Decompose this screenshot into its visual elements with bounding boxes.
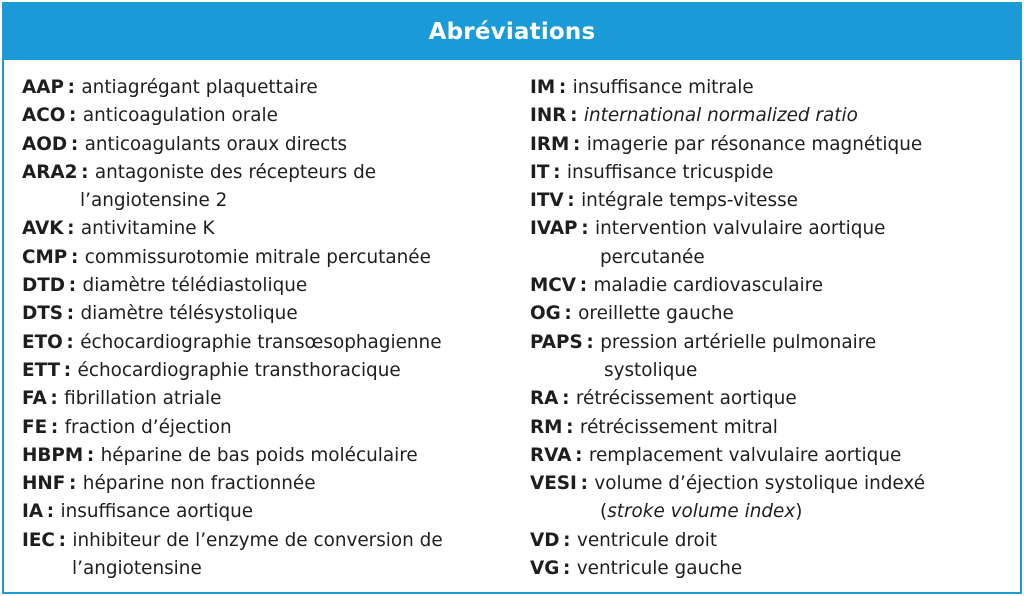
abbreviation-definition: intervention valvulaire aortique	[594, 218, 886, 240]
entry-line	[530, 417, 778, 438]
entry-line	[22, 501, 253, 522]
separator: :	[67, 246, 85, 268]
abbreviation-definition: héparine non fractionnée	[82, 473, 316, 495]
separator: :	[62, 331, 81, 353]
entry-line	[22, 134, 347, 155]
abbreviation-term: CMP	[22, 246, 68, 268]
abbreviation-term: ETO	[22, 331, 63, 353]
separator: :	[563, 190, 582, 212]
entry-line	[22, 445, 418, 466]
abbreviation-term: HNF	[22, 473, 66, 495]
abbreviation-term: ACO	[22, 105, 66, 127]
abbreviation-definition: antivitamine K	[80, 218, 215, 240]
separator: :	[560, 303, 579, 325]
abbreviation-term: RA	[530, 388, 559, 410]
abbreviation-term: DTS	[22, 303, 64, 325]
abbreviation-term: VD	[530, 529, 560, 551]
definition-continuation: systolique	[604, 359, 698, 381]
entry-line	[530, 190, 798, 211]
entry-line	[530, 473, 925, 494]
entry-line	[530, 105, 858, 126]
separator: :	[65, 275, 83, 297]
entry-line	[22, 360, 401, 381]
separator: :	[576, 275, 594, 297]
abbreviation-entry	[22, 385, 512, 413]
abbreviation-definition: ventricule gauche	[576, 558, 743, 580]
separator: :	[566, 105, 584, 127]
abbreviations-box	[2, 2, 1022, 594]
separator: :	[65, 473, 83, 495]
abbreviation-entry	[530, 442, 1020, 470]
abbreviation-entry	[22, 527, 512, 584]
entry-line	[530, 275, 823, 296]
abbreviation-term: OG	[530, 303, 561, 325]
abbreviation-entry	[22, 272, 512, 300]
abbreviation-definition: anticoagulation orale	[82, 105, 278, 127]
abbreviation-definition: rétrécissement mitral	[579, 416, 778, 438]
abbreviation-term: ETT	[22, 359, 61, 381]
abbreviation-entry	[22, 414, 512, 442]
separator: :	[559, 529, 577, 551]
abbreviation-entry	[530, 385, 1020, 413]
entry-line	[22, 77, 318, 98]
abbreviation-entry	[530, 329, 1020, 386]
separator: :	[43, 501, 61, 523]
separator: :	[571, 444, 589, 466]
right-column	[530, 74, 1020, 583]
abbreviation-term: AOD	[22, 133, 68, 155]
abbreviation-term: IA	[22, 501, 44, 523]
continuation-open: (	[600, 501, 608, 523]
abbreviation-definition: fibrillation atriale	[64, 388, 222, 410]
abbreviation-entry	[22, 470, 512, 498]
abbreviation-term: RVA	[530, 444, 572, 466]
box-header	[4, 4, 1020, 60]
separator: :	[576, 473, 595, 495]
entry-line	[530, 162, 773, 183]
continuation-close: )	[795, 501, 803, 523]
separator: :	[549, 161, 567, 183]
entry-line	[530, 388, 797, 409]
separator: :	[569, 133, 587, 155]
abbreviation-term: IRM	[530, 133, 570, 155]
abbreviation-definition: remplacement valvulaire aortique	[588, 444, 902, 466]
definition-continuation: l’angiotensine 2	[80, 190, 228, 212]
entry-line	[530, 558, 742, 579]
abbreviation-definition: héparine de bas poids moléculaire	[100, 444, 418, 466]
abbreviation-term: DTD	[22, 275, 66, 297]
abbreviation-term: IT	[530, 161, 550, 183]
abbreviation-entry	[530, 74, 1020, 102]
abbreviation-definition: anticoagulants oraux directs	[84, 133, 348, 155]
abbreviation-entry	[22, 442, 512, 470]
separator: :	[54, 529, 73, 551]
entry-line	[22, 218, 215, 239]
entry-line	[22, 303, 298, 324]
separator: :	[558, 388, 576, 410]
definition-continuation: percutanée	[600, 246, 705, 268]
abbreviation-definition: diamètre télésystolique	[80, 303, 298, 325]
entry-line	[22, 388, 221, 409]
entry-line	[22, 162, 376, 183]
abbreviation-definition: fraction d’éjection	[64, 416, 232, 438]
entry-line	[22, 275, 307, 296]
abbreviation-entry	[530, 414, 1020, 442]
abbreviation-definition: international normalized ratio	[583, 105, 858, 127]
abbreviation-entry	[530, 527, 1020, 555]
abbreviation-entry	[22, 159, 512, 216]
abbreviation-entry	[22, 102, 512, 130]
abbreviation-entry	[22, 498, 512, 526]
separator: :	[582, 331, 601, 353]
abbreviation-term: ITV	[530, 190, 564, 212]
abbreviation-term: PAPS	[530, 331, 583, 353]
separator: :	[562, 416, 580, 438]
abbreviation-entry	[22, 329, 512, 357]
separator: :	[83, 444, 101, 466]
abbreviation-entry	[530, 102, 1020, 130]
abbreviation-term: IM	[530, 77, 556, 98]
abbreviation-definition: insuffisance aortique	[60, 501, 254, 523]
abbreviation-definition: rétrécissement aortique	[575, 388, 797, 410]
entry-line	[22, 247, 431, 268]
entry-line	[530, 218, 885, 239]
abbreviation-entry	[530, 159, 1020, 187]
abbreviation-definition: inhibiteur de l’enzyme de conversion de	[72, 529, 443, 551]
abbreviation-term: AVK	[22, 218, 64, 240]
abbreviation-entry	[530, 470, 1020, 527]
separator: :	[67, 133, 85, 155]
abbreviation-term: VG	[530, 558, 560, 580]
entry-line	[22, 105, 278, 126]
separator: :	[555, 77, 573, 98]
abbreviation-definition: volume d’éjection systolique indexé	[594, 473, 926, 495]
separator: :	[559, 558, 577, 580]
entry-line	[530, 445, 901, 466]
separator: :	[577, 218, 595, 240]
entry-line	[530, 332, 876, 353]
separator: :	[63, 77, 82, 98]
abbreviation-entry	[22, 300, 512, 328]
separator: :	[77, 161, 95, 183]
abbreviation-definition: insuffisance tricuspide	[566, 161, 774, 183]
entry-line	[530, 134, 922, 155]
abbreviation-entry	[22, 131, 512, 159]
definition-continuation: l’angiotensine	[72, 558, 202, 580]
abbreviation-definition: maladie cardiovasculaire	[593, 275, 824, 297]
abbreviation-term: FA	[22, 388, 47, 410]
entry-line	[530, 530, 717, 551]
entry-line	[22, 473, 316, 494]
abbreviation-entry	[530, 131, 1020, 159]
abbreviation-definition: diamètre télédiastolique	[82, 275, 308, 297]
abbreviation-definition: ventricule droit	[576, 529, 718, 551]
abbreviation-entry	[530, 300, 1020, 328]
abbreviation-definition: insuffisance mitrale	[572, 77, 754, 98]
abbreviation-term: VESI	[530, 473, 577, 495]
abbreviation-definition: échocardiographie transœsophagienne	[80, 331, 442, 353]
abbreviation-definition: pression artérielle pulmonaire	[600, 331, 877, 353]
left-column	[22, 74, 512, 583]
abbreviation-definition: échocardiographie transthoracique	[77, 359, 401, 381]
separator: :	[63, 218, 81, 240]
entry-line	[22, 530, 443, 551]
definition-continuation	[530, 498, 1020, 526]
abbreviation-term: IEC	[22, 529, 55, 551]
abbreviation-term: FE	[22, 416, 48, 438]
abbreviation-entry	[530, 555, 1020, 583]
abbreviation-term: AAP	[22, 77, 64, 98]
entry-line	[530, 77, 754, 98]
entry-line	[22, 417, 232, 438]
abbreviation-definition: antagoniste des récepteurs de	[94, 161, 377, 183]
abbreviation-term: ARA2	[22, 161, 78, 183]
abbreviation-entry	[22, 244, 512, 272]
separator: :	[47, 416, 65, 438]
box-title: Abréviations	[428, 19, 596, 45]
separator: :	[65, 105, 83, 127]
entry-line	[530, 303, 734, 324]
separator: :	[63, 303, 81, 325]
abbreviation-definition: intégrale temps-vitesse	[581, 190, 798, 212]
abbreviation-entry	[530, 187, 1020, 215]
abbreviation-term: RM	[530, 416, 563, 438]
abbreviation-term: INR	[530, 105, 567, 127]
abbreviation-entry	[22, 215, 512, 243]
abbreviation-definition: commissurotomie mitrale percutanée	[84, 246, 431, 268]
continuation-italic: stroke volume index	[607, 501, 796, 523]
separator: :	[46, 388, 65, 410]
separator: :	[60, 359, 78, 381]
abbreviation-definition: imagerie par résonance magnétique	[586, 133, 923, 155]
abbreviation-term: MCV	[530, 275, 577, 297]
abbreviation-entry	[22, 357, 512, 385]
abbreviation-definition: antiagrégant plaquettaire	[81, 77, 318, 98]
abbreviation-entry	[530, 215, 1020, 272]
abbreviation-definition: oreillette gauche	[578, 303, 734, 325]
abbreviation-term: HBPM	[22, 444, 84, 466]
entry-line	[22, 332, 442, 353]
abbreviation-term: IVAP	[530, 218, 578, 240]
abbreviation-entry	[530, 272, 1020, 300]
abbreviation-entry	[22, 74, 512, 102]
